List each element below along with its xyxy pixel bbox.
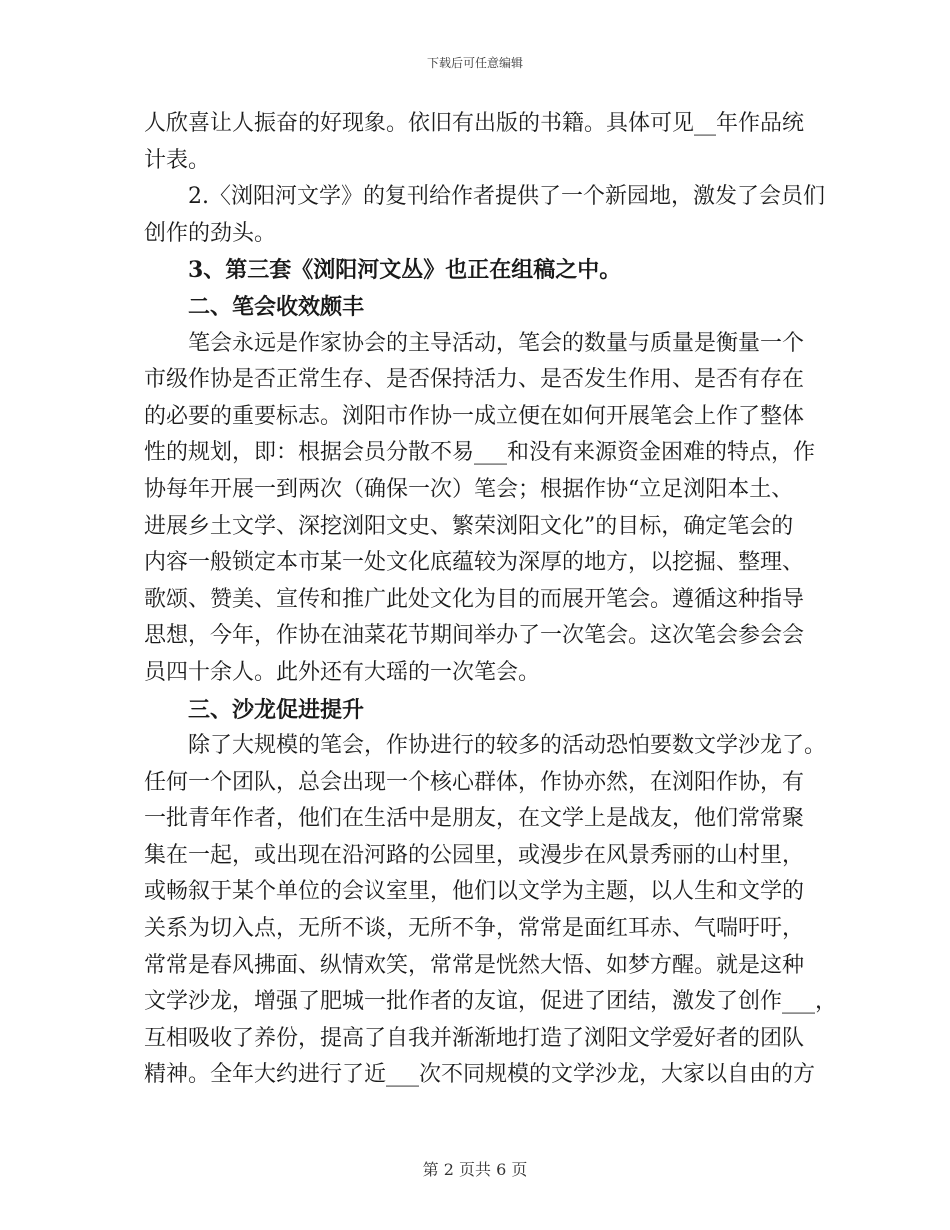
text-line: 市级作协是否正常生存、是否保持活力、是否发生作用、是否有存在 xyxy=(144,367,805,393)
text-line: 进展乡土文学、深挖浏阳文史、繁荣浏阳文化”的目标，确定笔会的 xyxy=(144,513,794,539)
text-line: 文学沙龙，增强了肥城一批作者的友谊，促进了团结，激发了创作___， xyxy=(144,989,838,1015)
section-heading: 二、笔会收效颇丰 xyxy=(188,293,365,320)
text-line: 协每年开展一到两次（确保一次）笔会；根据作协“立足浏阳本土、 xyxy=(144,476,794,502)
text-line: 任何一个团队，总会出现一个核心群体，作协亦然，在浏阳作协，有 xyxy=(144,769,805,795)
text-line: 歌颂、赞美、宣传和推广此处文化为目的而展开笔会。遵循这种指导 xyxy=(144,586,805,612)
text-line: 集在一起，或出现在沿河路的公园里，或漫步在风景秀丽的山村里， xyxy=(144,842,805,868)
document-body xyxy=(144,106,838,1094)
text-line: 精神。全年大约进行了近___次不同规模的文学沙龙，大家以自由的方 xyxy=(144,1062,816,1088)
text-line: 笔会永远是作家协会的主导活动，笔会的数量与质量是衡量一个 xyxy=(188,330,805,356)
text-line: 计表。 xyxy=(144,147,211,173)
section-heading: 三、沙龙促进提升 xyxy=(188,696,365,723)
section-heading: 3、第三套《浏阳河文丛》也正在组稿之中。 xyxy=(188,257,622,284)
text-line: 思想，今年，作协在油菜花节期间举办了一次笔会。这次笔会参会会 xyxy=(144,623,805,649)
text-line: 人欣喜让人振奋的好现象。依旧有出版的书籍。具体可见__年作品统 xyxy=(144,111,805,136)
text-line: 除了大规模的笔会，作协进行的较多的活动恐怕要数文学沙龙了。 xyxy=(188,733,827,759)
text-line: 或畅叙于某个单位的会议室里，他们以文学为主题，以人生和文学的 xyxy=(144,879,805,905)
text-line: 员四十余人。此外还有大瑶的一次笔会。 xyxy=(144,659,541,685)
page-header: 下载后可任意编辑 xyxy=(426,56,523,70)
page-footer: 第 2 页共 6 页 xyxy=(422,1160,528,1179)
text-line: 互相吸收了养份，提高了自我并渐渐地打造了浏阳文学爱好者的团队 xyxy=(144,1025,805,1051)
text-line: 性的规划，即：根据会员分散不易___和没有来源资金困难的特点，作 xyxy=(144,440,816,466)
text-line: 关系为切入点，无所不谈，无所不争，常常是面红耳赤、气喘吁吁， xyxy=(144,916,805,942)
text-line: 创作的劲头。 xyxy=(144,220,277,246)
text-line: 常常是春风拂面、纵情欢笑，常常是恍然大悟、如梦方醒。就是这种 xyxy=(144,952,805,978)
text-line: 一批青年作者，他们在生活中是朋友，在文学上是战友，他们常常聚 xyxy=(144,806,805,832)
text-line: 的必要的重要标志。浏阳市作协一成立便在如何开展笔会上作了整体 xyxy=(144,403,805,429)
text-line: 2.〈浏阳河文学》的复刊给作者提供了一个新园地，激发了会员们 xyxy=(188,184,825,210)
text-line: 内容一般锁定本市某一处文化底蕴较为深厚的地方，以挖掘、整理、 xyxy=(144,550,805,576)
